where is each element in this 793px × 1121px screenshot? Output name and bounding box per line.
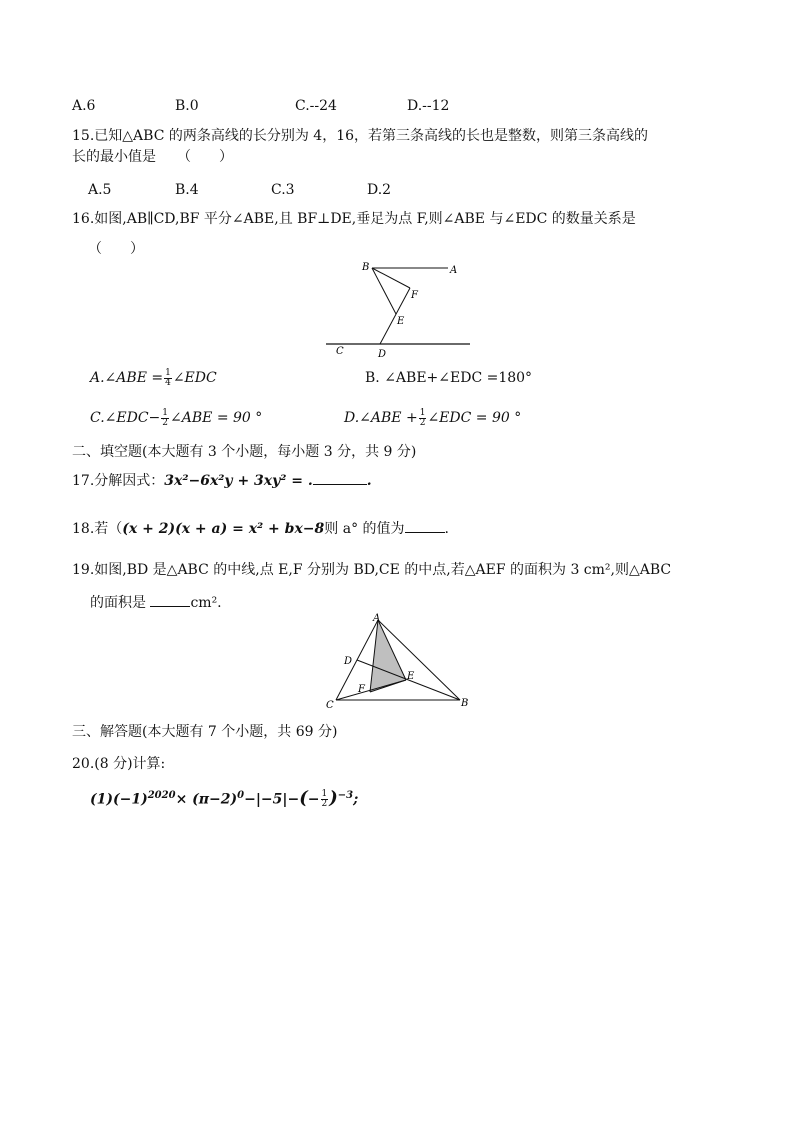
q16-figure: [320, 256, 480, 362]
q16-line-fe-d: [380, 288, 410, 344]
q16-label-c: C: [336, 346, 344, 357]
q19-label-f: F: [358, 684, 365, 695]
q16-option-c: C.∠EDC− $\frac{1}{2}$ ∠ABE = 90 °: [90, 407, 263, 428]
q16-label-a: A: [450, 265, 458, 276]
q16-option-b: B. ∠ABE+∠EDC =180°: [365, 370, 533, 386]
q14-option-d: D.--12: [407, 98, 450, 114]
q19-figure: [320, 612, 480, 714]
q17-answer-blank: [313, 470, 367, 485]
q19-stem-line1: 19.如图,BD 是△ABC 的中线,点 E,F 分别为 BD,CE 的中点,若△AEF 的面积为 3 cm²,则△ABC: [72, 562, 672, 578]
q19-label-c: C: [326, 700, 334, 711]
q14-option-a: A.6: [72, 98, 96, 114]
q15-stem-line2: 长的最小值是 （ ）: [72, 149, 233, 165]
q16-option-a: A.∠ABE = $\frac{1}{4}$ ∠EDC: [90, 367, 217, 388]
q16-option-d: D.∠ABE + $\frac{1}{2}$ ∠EDC = 90 °: [344, 407, 522, 428]
q16-label-e: E: [397, 316, 405, 327]
q17: 17.分解因式：3x²−6x²y + 3xy² = . .: [72, 470, 372, 491]
q16-stem-line2: （ ）: [88, 241, 144, 257]
q19-answer-blank: [150, 592, 190, 607]
q16-stem-line1: 16.如图,AB∥CD,BF 平分∠ABE,且 BF⊥DE,垂足为点 F,则∠ABE 与∠EDC 的数量关系是: [72, 211, 636, 227]
q14-option-b: B.0: [175, 98, 199, 114]
q18-expression: (x + 2)(x + a) = x² + bx−8: [122, 521, 325, 537]
q19-stem-line2: 的面积是 cm².: [90, 592, 222, 613]
q15-option-a: A.5: [88, 182, 112, 198]
section2-heading: 二、填空题(本大题有 3 个小题，每小题 3 分，共 9 分): [72, 444, 417, 460]
q14-option-c: C.--24: [295, 98, 337, 114]
q15-option-d: D.2: [367, 182, 392, 198]
q18-answer-blank: [405, 518, 445, 533]
q19-label-d: D: [344, 656, 353, 667]
q19-label-e: E: [407, 671, 415, 682]
q15-option-b: B.4: [175, 182, 199, 198]
q20-title: 20.(8 分)计算:: [72, 756, 166, 772]
q19-label-a: A: [373, 613, 381, 624]
q20-expression: $(1)(-1)^{2020}\times (\pi-2)^0-|-5|-(-$ $\frac{1}{2}$ )$^{-3}$;: [90, 787, 359, 810]
q16-label-d: D: [378, 349, 387, 360]
q18: 18.若（(x + 2)(x + a) = x² + bx−8则 a° 的值为 .: [72, 518, 449, 539]
q16-label-f: F: [411, 290, 418, 301]
q15-stem-line1: 15.已知△ABC 的两条高线的长分别为 4，16，若第三条高线的长也是整数，则第三条高线的: [72, 128, 649, 144]
q16-label-b: B: [362, 262, 370, 273]
q16-line-be: [372, 268, 396, 314]
q19-label-b: B: [461, 698, 469, 709]
q15-option-c: C.3: [271, 182, 295, 198]
section3-heading: 三、解答题(本大题有 7 个小题，共 69 分): [72, 724, 338, 740]
q17-expression: 3x²−6x²y + 3xy² = .: [164, 473, 313, 489]
